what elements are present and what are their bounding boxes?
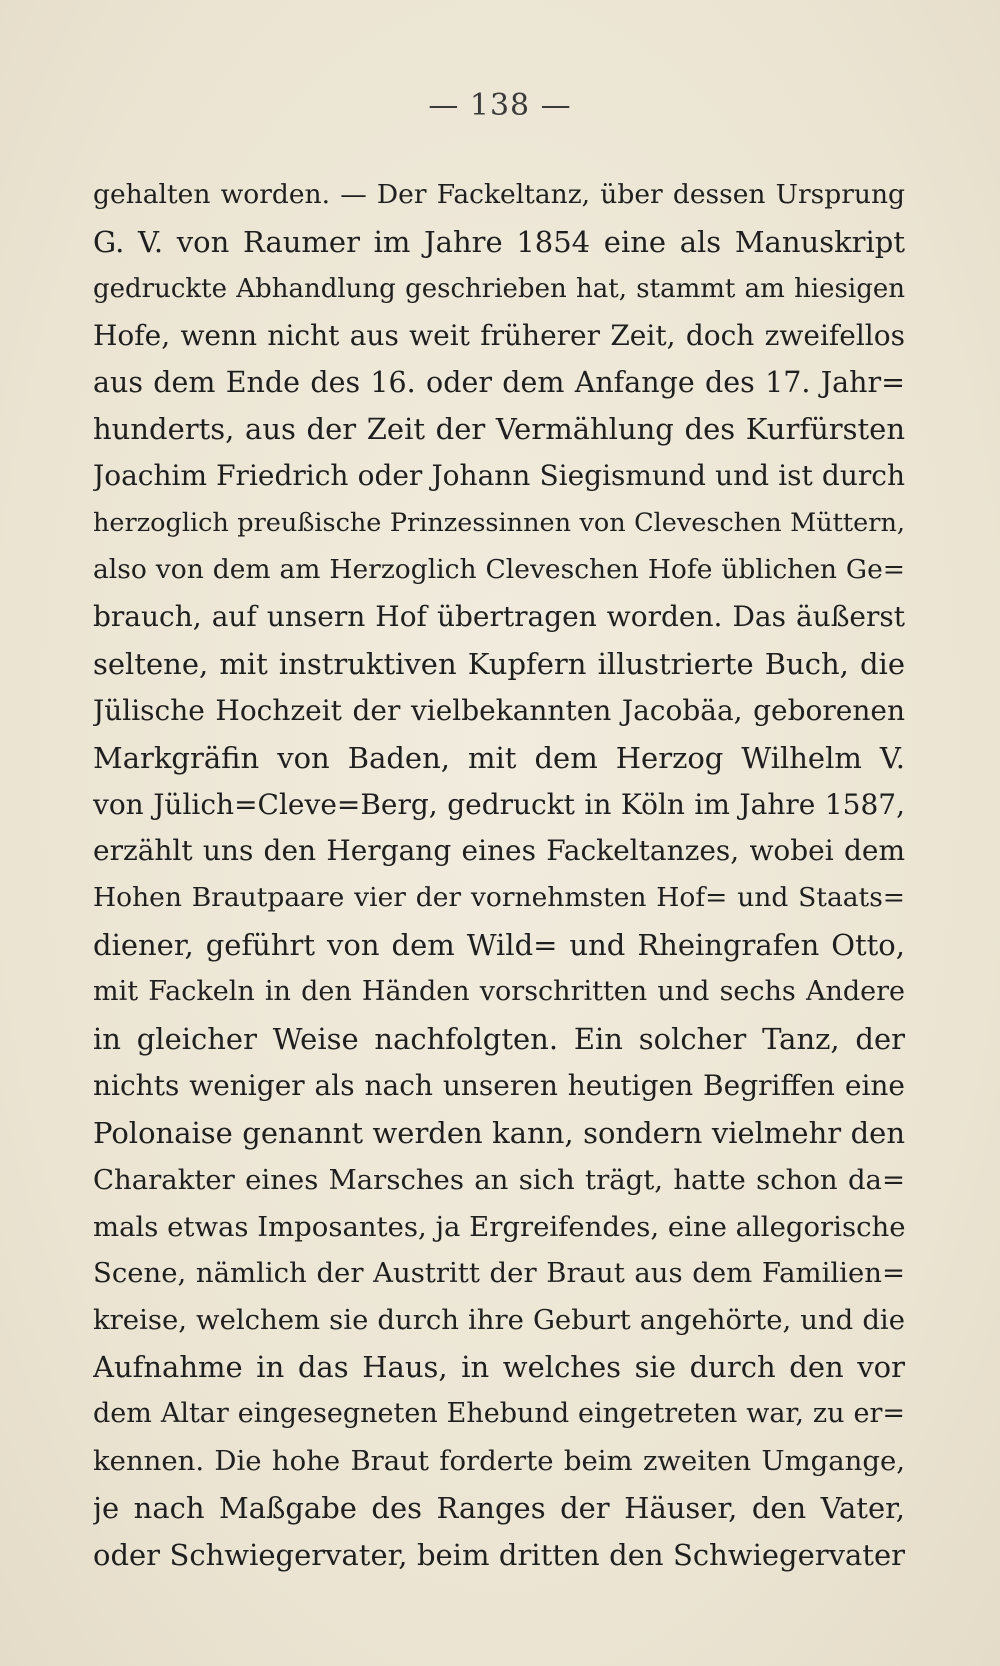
text-line: kreise, welchem sie durch ihre Geburt angehörte, und die (93, 1304, 905, 1337)
text-line: kennen. Die hohe Braut forderte beim zweiten Umgange, (93, 1445, 905, 1478)
text-line: Joachim Friedrich oder Johann Siegismund und ist durch (93, 459, 905, 493)
text-line: aus dem Ende des 16. oder dem Anfange des 17. Jahr= (93, 365, 905, 399)
text-line: mit Fackeln in den Händen vorschritten und sechs Andere (93, 976, 905, 1008)
text-line: Polonaise genannt werden kann, sondern vielmehr den (93, 1115, 905, 1150)
text-line: Hofe, wenn nicht aus weit früherer Zeit, doch zweifellos (93, 318, 905, 352)
text-line: Hohen Brautpaare vier der vornehmsten Hof= und Staats= (93, 882, 905, 914)
text-line: Aufnahme in das Haus, in welches sie durch den vor (93, 1350, 905, 1385)
text-line: also von dem am Herzoglich Cleveschen Hofe üblichen Ge= (93, 554, 905, 586)
text-line: mals etwas Imposantes, ja Ergreifendes, eine allegorische (93, 1210, 905, 1243)
text-line: G. V. von Raumer im Jahre 1854 eine als Manuskript (93, 224, 905, 259)
text-line: erzählt uns den Hergang eines Fackeltanzes, wobei dem (93, 834, 905, 868)
text-line: Scene, nämlich der Austritt der Braut aus dem Familien= (93, 1257, 905, 1290)
text-line: Charakter eines Marsches an sich trägt, hatte schon da= (93, 1163, 905, 1196)
page-number: — 138 — (428, 88, 572, 123)
text-line: herzoglich preußische Prinzessinnen von Cleveschen Müttern, (93, 508, 905, 539)
text-line: gedruckte Abhandlung geschrieben hat, stammt am hiesigen (93, 273, 905, 304)
text-line: von Jülich=Cleve=Berg, gedruckt in Köln im Jahre 1587, (93, 787, 905, 821)
body-text (93, 172, 905, 1579)
text-line: diener, geführt von dem Wild= und Rheingrafen Otto, (93, 928, 905, 963)
text-line: Jülische Hochzeit der vielbekannten Jacobäa, geborenen (93, 693, 905, 727)
text-line: dem Altar eingesegneten Ehebund eingetreten war, zu er= (93, 1398, 905, 1430)
text-line: hunderts, aus der Zeit der Vermählung des Kurfürsten (93, 412, 905, 447)
text-line: Markgräfin von Baden, mit dem Herzog Wilhelm V. (93, 740, 905, 775)
text-line: brauch, auf unsern Hof übertragen worden. Das äußerst (93, 600, 905, 634)
text-line: oder Schwiegervater, beim dritten den Schwiegervater (93, 1537, 905, 1572)
text-line: gehalten worden. — Der Fackeltanz, über dessen Ursprung (93, 179, 905, 210)
text-line: nichts weniger als nach unseren heutigen Begriffen eine (93, 1068, 905, 1102)
text-line: in gleicher Weise nachfolgten. Ein solcher Tanz, der (93, 1022, 905, 1057)
text-line: seltene, mit instruktiven Kupfern illustrierte Buch, die (93, 646, 905, 681)
text-line: je nach Maßgabe des Ranges der Häuser, den Vater, (93, 1490, 905, 1525)
